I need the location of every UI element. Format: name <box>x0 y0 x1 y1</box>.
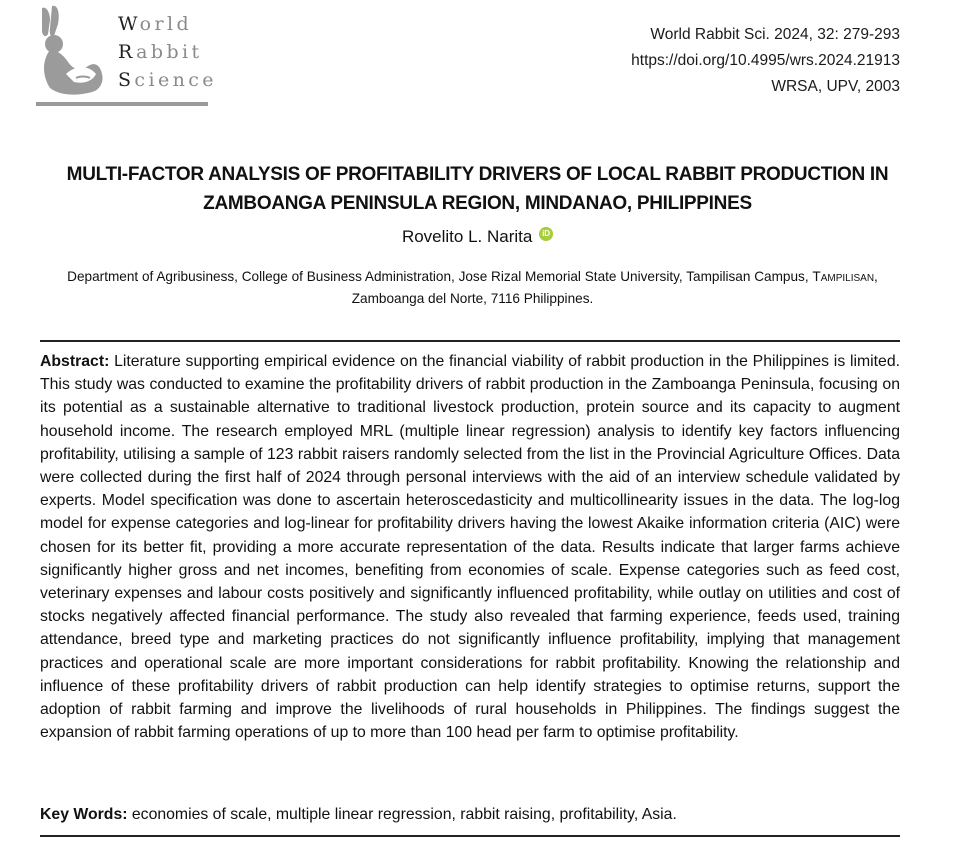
title-line-2: ZAMBOANGA PENINSULA REGION, MINDANAO, PHILIPPINES <box>203 193 752 214</box>
article-title <box>40 160 915 218</box>
author-line <box>0 226 955 248</box>
abstract-label: Abstract: <box>40 353 110 370</box>
keywords <box>40 804 900 826</box>
affiliation <box>40 266 905 310</box>
affiliation-line-2: Zamboanga del Norte, 7116 Philippines. <box>351 291 594 306</box>
doi-link[interactable]: https://doi.org/10.4995/wrs.2024.21913 <box>631 52 900 69</box>
logo-underline <box>36 102 208 106</box>
publisher-line: WRSA, UPV, 2003 <box>771 78 900 95</box>
title-line-1: MULTI-FACTOR ANALYSIS OF PROFITABILITY DRIVERS OF LOCAL RABBIT PRODUCTION IN <box>66 164 889 185</box>
abstract <box>40 350 900 744</box>
journal-meta <box>631 22 900 100</box>
author-name: Rovelito L. Narita <box>401 227 533 246</box>
logo-word-world: World <box>118 13 193 35</box>
keywords-label: Key Words: <box>40 806 128 823</box>
top-divider <box>40 340 900 342</box>
logo-word-science: Science <box>118 69 217 91</box>
orcid-icon[interactable]: iD <box>539 227 553 241</box>
abstract-text: Literature supporting empirical evidence on the financial viability of rabbit production in the Philippines is limited. This study was conducted to examine the profitability drivers of rabbit production in the Zamboanga Peninsula, focusing on its potential as a sustainable alternative to traditional livestock production, protein source and its capacity to augment household income. The research employed MRL (multiple linear regression) analysis to identify key factors influencing profitability, utilising a sample of 123 rabbit raisers randomly selected from the list in the Provincial Agriculture Offices. Data were collected during the first half of 2024 through personal interviews with the aid of an interview schedule validated by experts. Model specification was done to ascertain heteroscedasticity and multicollinearity issues in the data. The log-log model for expense categories and log-linear for profitability drivers having the lowest Akaike information criteria (AIC) were chosen for its better fit, providing a more accurate representation of the data. Results indicate that larger farms achieve significantly higher gross and net incomes, benefiting from economies of scale. Expense categories such as feed cost, veterinary expenses and labour costs positively and significantly influenced profitability, while outlay on utilities and cost of stocks negatively affected financial performance. The study also revealed that farming experience, feeds used, training attendance, breed type and marketing practices do not significantly influence profitability, implying that management practices and operational scale are more important considerations for rabbit profitability. Knowing the relationship and influence of these profitability drivers of rabbit production can help identify strategies to optimise returns, support the adoption of rabbit farming and improve the livelihoods of rural households in Philippines. The findings suggest the expansion of rabbit farming operations of up to more than 100 head per farm to optimise profitability. <box>40 353 900 742</box>
journal-citation: World Rabbit Sci. 2024, 32: 279-293 <box>650 26 900 43</box>
rabbit-logo-icon <box>36 4 116 100</box>
bottom-divider <box>40 835 900 837</box>
journal-logo <box>36 4 217 108</box>
keywords-text: economies of scale, multiple linear regression, rabbit raising, profitability, Asia. <box>127 806 677 823</box>
affiliation-line-1: Department of Agribusiness, College of Business Administration, Jose Rizal Memorial State University, Tampilisan Campus, Tampilisan, <box>67 269 878 284</box>
logo-word-rabbit: Rabbit <box>118 41 203 63</box>
